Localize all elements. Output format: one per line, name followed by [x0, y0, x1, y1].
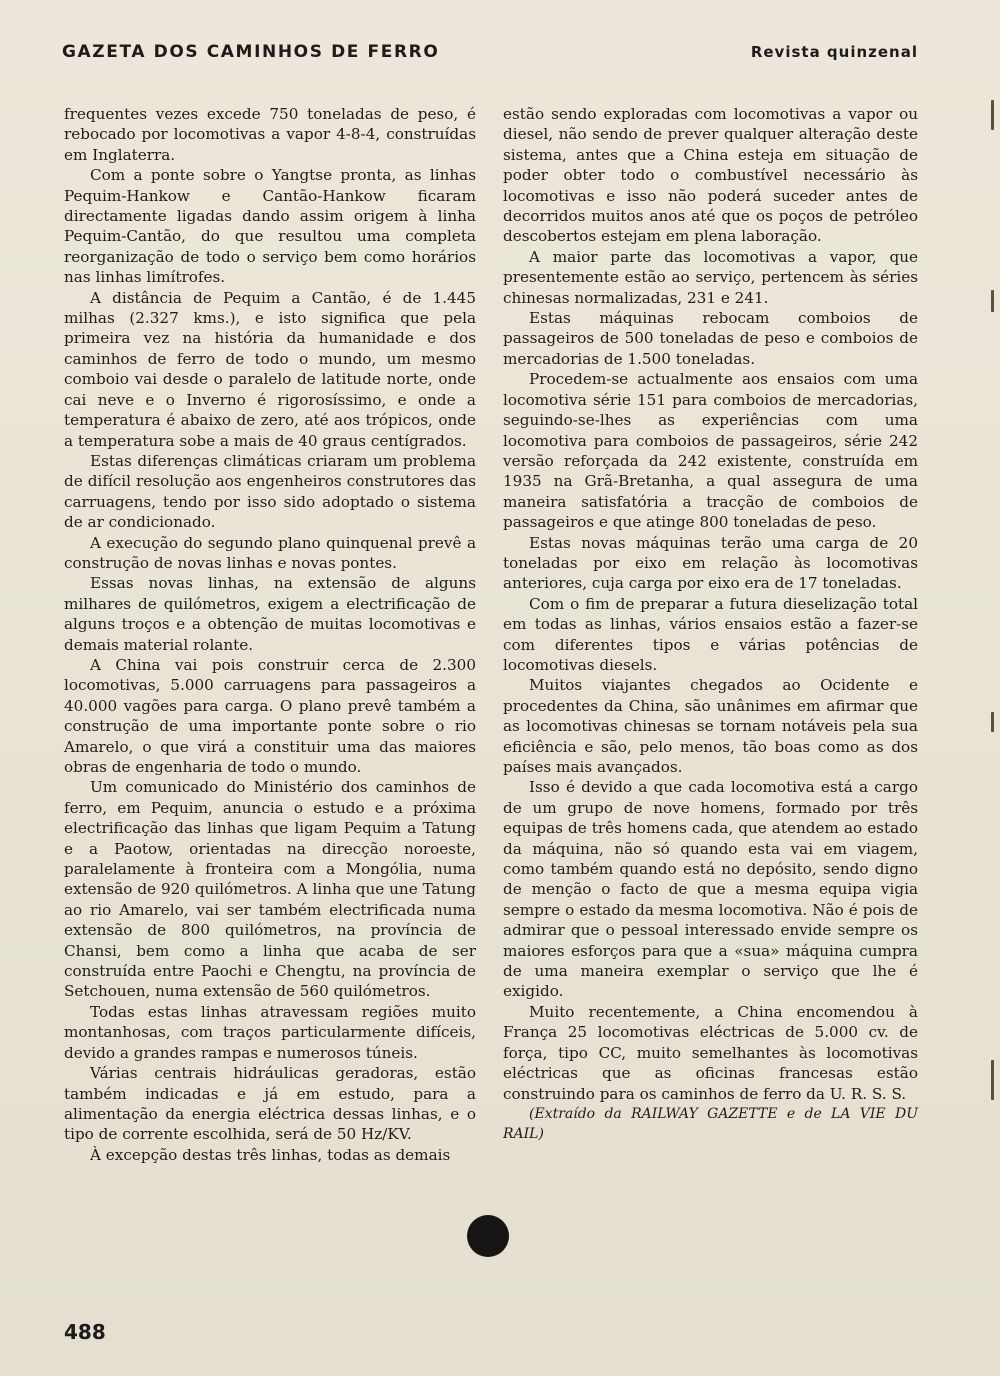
paragraph: Procedem-se actualmente aos ensaios com uma locomotiva série 151 para comboios de mercadorias, seguindo-se-lhes as experiências com uma locomotiva para comboios de passageiros, série 242 versão reforçada da 242 existente, construída em 1935 na Grã-Bretanha, a qual assegura de uma maneira satisfatória a tracção de comboios de passageiros e que atinge 800 toneladas de peso.: [503, 370, 918, 532]
paragraph: Muito recentemente, a China encomendou à França 25 locomotivas eléctricas de 5.000 cv. de força, tipo CC, muito semelhantes às locomotivas eléctricas que as oficinas francesas estão construindo para os caminhos de ferro da U. R. S. S.: [503, 1002, 918, 1103]
paragraph: frequentes vezes excede 750 toneladas de peso, é rebocado por locomotivas a vapor 4-8-4, construídas em Inglaterra.: [64, 105, 476, 164]
paragraph: Todas estas linhas atravessam regiões muito montanhosas, com traços particularmente difíceis, devido a grandes rampas e numerosos túneis.: [64, 1002, 476, 1062]
page-edge-mark: [991, 290, 994, 312]
right-column: [503, 104, 918, 1144]
paragraph: Estas novas máquinas terão uma carga de 20 toneladas por eixo em relação às locomotivas anteriores, cuja carga por eixo era de 17 toneladas.: [503, 533, 918, 593]
paragraph: À excepção destas três linhas, todas as demais: [90, 1145, 451, 1164]
paragraph: Estas máquinas rebocam comboios de passageiros de 500 toneladas de peso e comboios de mercadorias de 1.500 toneladas.: [503, 309, 918, 368]
paragraph: Várias centrais hidráulicas geradoras, estão também indicadas e já em estudo, para a alimentação da energia eléctrica dessas linhas, e o tipo de corrente escolhida, será de 50 Hz/KV.: [64, 1064, 476, 1144]
paragraph: Com o fim de preparar a futura dieselização total em todas as linhas, vários ensaios estão a fazer-se com diferentes tipos e várias potências de locomotivas diesels.: [503, 594, 918, 674]
paragraph: A distância de Pequim a Cantão, é de 1.445 milhas (2.327 kms.), e isto significa que pela primeira vez na história da humanidade e dos caminhos de ferro de todo o mundo, um mesmo comboio vai desde o paralelo de latitude norte, onde cai neve e o Inverno é rigorosíssimo, e onde a temperatura é abaixo de zero, até aos trópicos, onde a temperatura sobe a mais de 40 graus centígrados.: [64, 288, 476, 450]
paragraph: Um comunicado do Ministério dos caminhos de ferro, em Pequim, anuncia o estudo e a próxima electrificação das linhas que ligam Pequim a Tatung e a Paotow, orientadas na direcção noroeste, paralelamente à fronteira com a Mongólia, numa extensão de 920 quilómetros. A linha que une Tatung ao rio Amarelo, vai ser também electrificada numa extensão de 800 quilómetros, na província de Chansi, bem como a linha que acaba de ser construída entre Paochi e Chengtu, na província de Setchouen, numa extensão de 560 quilómetros.: [64, 778, 476, 1001]
paragraph: A maior parte das locomotivas a vapor, que presentemente estão ao serviço, pertencem às séries chinesas normalizadas, 231 e 241.: [503, 247, 918, 307]
page-edge-mark: [991, 100, 994, 130]
paragraph: Estas diferenças climáticas criaram um problema de difícil resolução aos engenheiros construtores das carruagens, tendo por isso sido adoptado o sistema de ar condicionado.: [64, 451, 476, 532]
page-edge-mark: [991, 712, 994, 732]
paragraph: A execução do segundo plano quinquenal prevê a construção de novas linhas e novas pontes.: [64, 533, 476, 572]
paragraph: estão sendo exploradas com locomotivas a vapor ou diesel, não sendo de prever qualquer alteração deste sistema, antes que a China esteja em situação de poder obter todo o combustível necessário às locomotivas e isso não poderá suceder antes de decorridos muitos anos até que os poços de petróleo descobertos estejam em plena laboração.: [503, 105, 918, 246]
paragraph: Muitos viajantes chegados ao Ocidente e procedentes da China, são unânimes em afirmar que as locomotivas chinesas se tornam notáveis pela sua eficiência e são, pelo menos, tão boas como as dos países mais avançados.: [503, 676, 918, 776]
paragraph: A China vai pois construir cerca de 2.300 locomotivas, 5.000 carruagens para passageiros a 40.000 vagões para carga. O plano prevê também a construção de uma importante ponte sobre o rio Amarelo, o que virá a constituir uma das maiores obras de engenharia de todo o mundo.: [64, 655, 476, 776]
page-edge-mark: [991, 1060, 994, 1100]
source-credit: (Extraído da RAILWAY GAZETTE e de LA VIE DU RAIL): [503, 1105, 918, 1142]
journal-title: GAZETA DOS CAMINHOS DE FERRO: [62, 42, 440, 62]
end-mark-dot: [467, 1215, 509, 1257]
paragraph: Essas novas linhas, na extensão de alguns milhares de quilómetros, exigem a electrificação de alguns troços e a obtenção de muitas locomotivas e demais material rolante.: [64, 574, 476, 654]
running-header: [62, 42, 918, 72]
left-column: [64, 104, 476, 1165]
paragraph: Isso é devido a que cada locomotiva está a cargo de um grupo de nove homens, formado por três equipas de três homens cada, que atendem ao estado da máquina, não só quando esta vai em viagem, como também quando está no depósito, sendo digno de menção o facto de que a mesma equipa vigia sempre o estado da mesma locomotiva. Não é pois de admirar que o pessoal interessado envide sempre os maiores esforços para que a «sua» máquina cumpra de uma maneira exemplar o serviço que lhe é exigido.: [503, 778, 918, 1001]
paragraph: Com a ponte sobre o Yangtse pronta, as linhas Pequim-Hankow e Cantão-Hankow ficaram directamente ligadas dando assim origem à linha Pequim-Cantão, do que resultou uma completa reorganização de todo o serviço bem como horários nas linhas limítrofes.: [64, 166, 476, 287]
issue-tag: Revista quinzenal: [750, 43, 918, 61]
page-number: 488: [64, 1320, 106, 1344]
